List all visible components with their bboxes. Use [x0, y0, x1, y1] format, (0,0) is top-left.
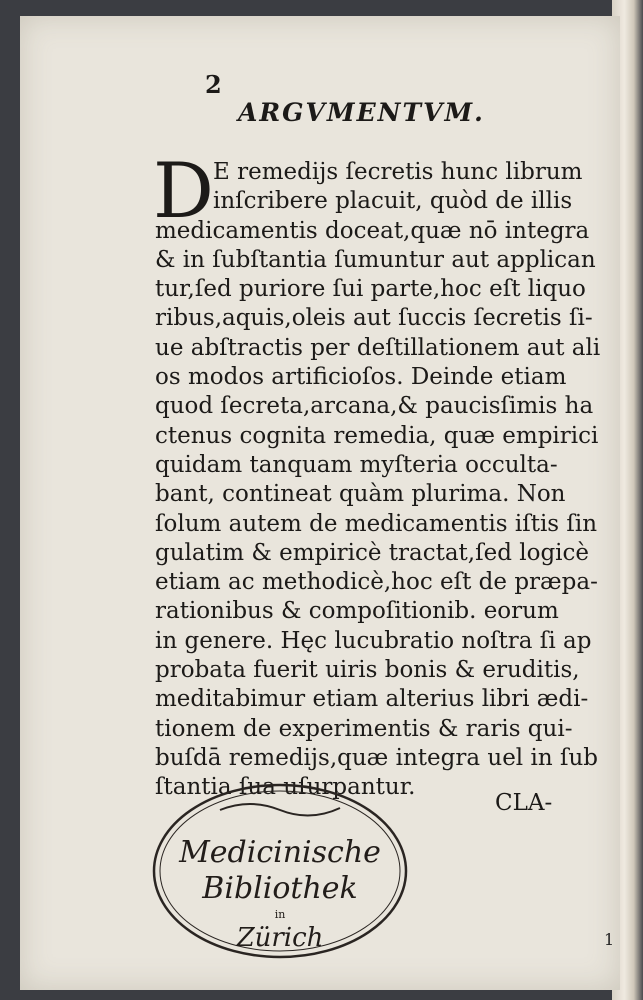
text-line: in genere. Hęc lucubratio noſtra ſi ap: [155, 627, 592, 654]
text-line: E remedijs ſecretis hunc librum: [213, 159, 583, 185]
text-line: buſdā remedijs,quæ integra uel in ſub: [155, 744, 598, 771]
stamp-line-3: in: [274, 908, 286, 921]
text-line: rationibus & compoſitionib. eorum: [155, 598, 559, 625]
text-line: medicamentis doceat,quæ nō integra: [155, 217, 590, 244]
text-line: inſcribere placuit, quòd de illis: [213, 188, 573, 215]
page-heading: ARGVMENTVM.: [238, 98, 485, 127]
text-line: ribus,aquis,oleis aut ſuccis ſecretis ſi-: [155, 305, 593, 332]
text-line: tur,ſed puriore ſui parte,hoc eſt liquo: [155, 276, 586, 303]
edge-mark: 1: [604, 930, 615, 949]
text-line: etiam ac methodicè,hoc eſt de præpa-: [155, 569, 598, 596]
text-line: ue abſtractis per deſtillationem aut ali: [155, 334, 601, 361]
stamp-line-1: Medicinische: [179, 835, 381, 870]
text-line: probata fuerit uiris bonis & eruditis,: [155, 657, 580, 684]
stamp-line-4: Zürich: [236, 923, 324, 953]
text-line: meditabimur etiam alterius libri ædi-: [155, 686, 589, 713]
page-number: 2: [205, 70, 222, 99]
body-text: [153, 146, 601, 803]
text-line: os modos artificioſos. Deinde etiam: [155, 364, 567, 391]
text-line: ctenus cognita remedia, quæ empirici: [155, 422, 599, 449]
drop-cap: D: [153, 146, 214, 235]
text-line: gulatim & empiricè tractat,ſed logicè: [155, 539, 590, 566]
text-line: quidam tanquam myſteria occulta-: [155, 451, 558, 478]
text-line: bant, contineat quàm plurima. Non: [155, 481, 566, 508]
catchword: CLA-: [495, 790, 553, 816]
text-line: quod ſecreta,arcana,& paucisſimis ha: [155, 393, 594, 420]
text-line: ſtantia ſua uſurpantur.: [155, 774, 416, 801]
stamp-line-2: Bibliothek: [202, 871, 358, 906]
text-line: ſolum autem de medicamentis iſtis ſin: [155, 510, 598, 537]
text-line: tionem de experimentis & raris qui-: [155, 715, 573, 742]
text-line: & in ſubſtantia ſumuntur aut applican: [155, 246, 596, 273]
library-stamp: [150, 780, 410, 962]
